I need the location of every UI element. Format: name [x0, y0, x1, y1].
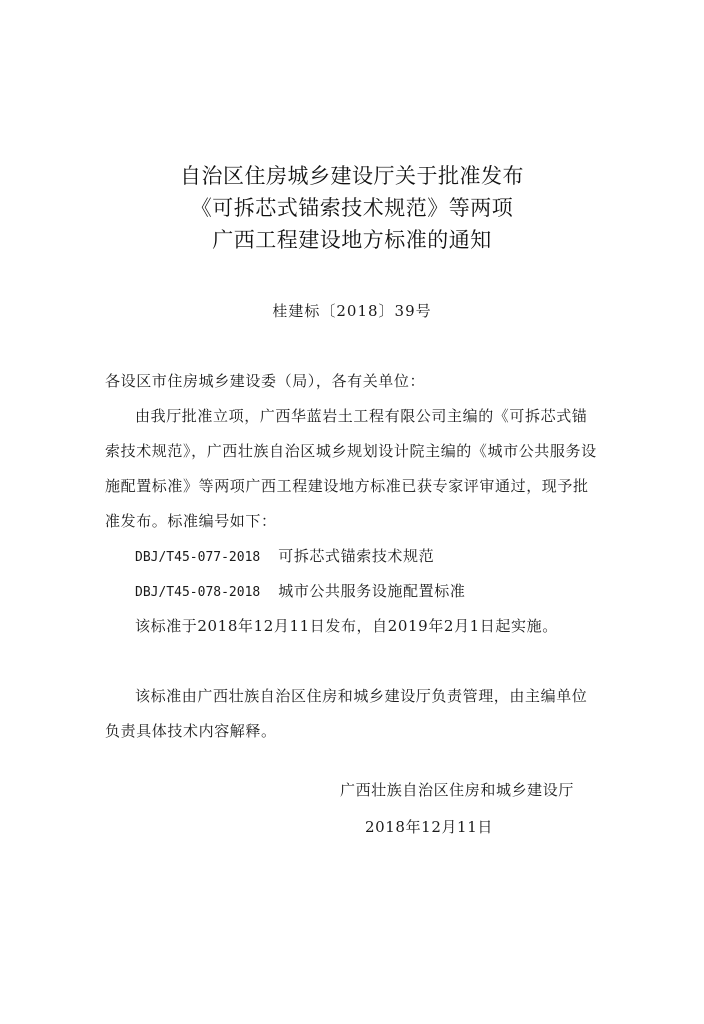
standard-code: DBJ/T45-078-2018 [135, 585, 261, 600]
title-line-2: 《可拆芯式锚索技术规范》等两项 [190, 196, 514, 220]
title-line-1: 自治区住房城乡建设厅关于批准发布 [180, 164, 524, 188]
standard-name: 可拆芯式锚索技术规范 [278, 547, 435, 565]
signature-organization: 广西壮族自治区住房和城乡建设厅 [339, 781, 574, 799]
standard-code: DBJ/T45-077-2018 [135, 550, 261, 565]
standard-item-2 [105, 574, 597, 610]
paragraph-effective-date: 该标准于2018年12月11日发布，自2019年2月1日起实施。 [135, 617, 558, 635]
paragraph-management: 该标准由广西壮族自治区住房和城乡建设厅负责管理，由主编单位负责具体技术内容解释。 [105, 687, 588, 740]
document-title [0, 160, 704, 256]
salutation: 各设区市住房城乡建设委（局），各有关单位： [105, 372, 426, 390]
standard-name: 城市公共服务设施配置标准 [278, 582, 466, 600]
standard-item-1 [105, 539, 597, 575]
title-line-3: 广西工程建设地方标准的通知 [212, 228, 492, 252]
paragraph-approval: 由我厅批准立项，广西华蓝岩土工程有限公司主编的《可拆芯式锚索技术规范》，广西壮族自治区城乡规划设计院主编的《城市公共服务设施配置标准》等两项广西工程建设地方标准已获专家评审通过，现予批准发布。标准编号如下： [105, 407, 597, 530]
document-number: 桂建标〔2018〕39号 [272, 302, 432, 320]
signature-date: 2018年12月11日 [365, 818, 493, 836]
